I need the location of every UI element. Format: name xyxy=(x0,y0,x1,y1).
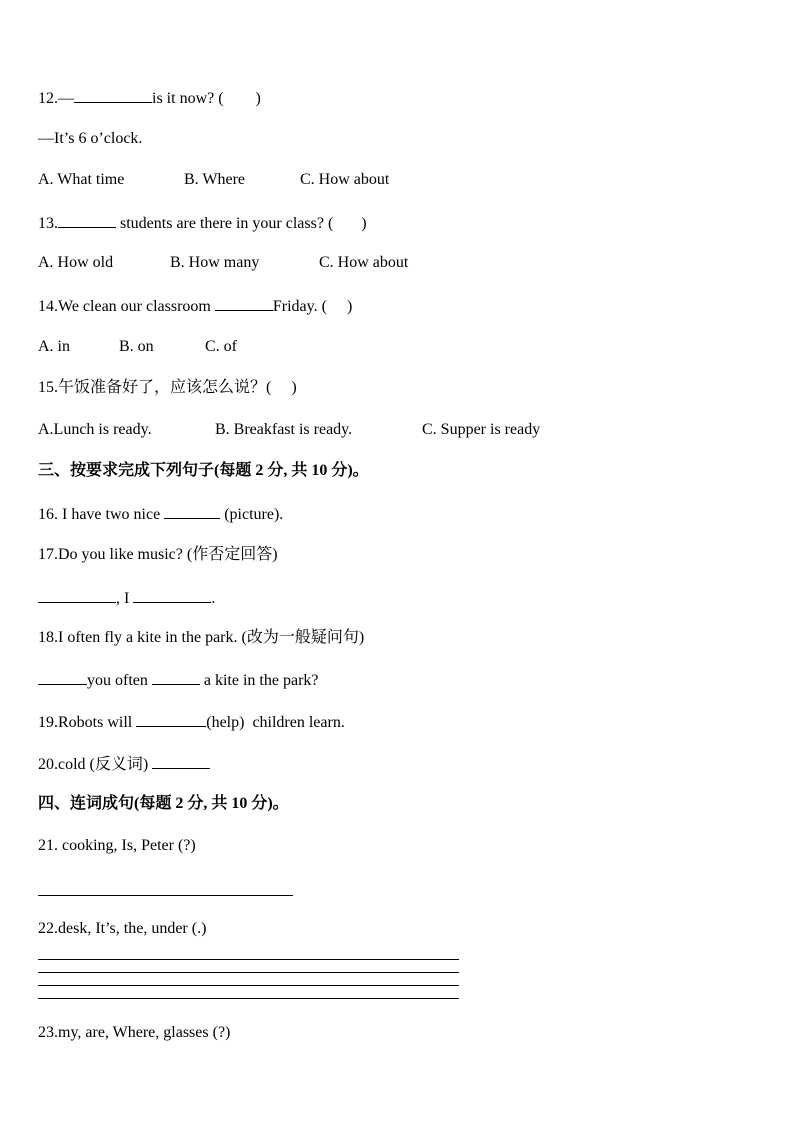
question-20 xyxy=(38,753,210,775)
option-c[interactable]: C. How about xyxy=(319,254,409,271)
answer-parenthesis[interactable]: ( ) xyxy=(321,298,353,315)
question-13-options xyxy=(38,253,408,273)
answer-blank-1[interactable] xyxy=(38,587,116,603)
question-21 xyxy=(38,836,196,856)
question-text-end: (help) children learn. xyxy=(206,714,345,731)
question-text: 午饭准备好了，应该怎么说？ xyxy=(58,379,267,396)
question-17 xyxy=(38,545,278,565)
option-b[interactable]: B. Where xyxy=(184,171,246,188)
answer-text: , I xyxy=(116,590,130,607)
question-number: 17. xyxy=(38,546,58,563)
question-number: 15. xyxy=(38,379,58,396)
option-c[interactable]: C. How about xyxy=(300,171,390,188)
question-text: Do you like music? (作否定回答) xyxy=(58,546,278,563)
question-number: 18. xyxy=(38,629,58,646)
question-number: 19. xyxy=(38,714,58,731)
option-c[interactable]: C. of xyxy=(205,338,237,355)
answer-text: you often xyxy=(87,672,148,689)
answer-blank[interactable] xyxy=(136,711,206,727)
question-text: is it now? xyxy=(152,90,215,107)
writing-line-1[interactable] xyxy=(38,959,459,960)
question-12 xyxy=(38,87,261,109)
answer-blank[interactable] xyxy=(164,503,220,519)
question-14-options xyxy=(38,337,237,357)
section-4-heading: 四、连词成句(每题 2 分, 共 10 分)。 xyxy=(38,795,289,812)
answer-blank[interactable] xyxy=(58,212,116,228)
question-12-reply: —It’s 6 o’clock. xyxy=(38,130,143,147)
question-number: 21 xyxy=(38,837,54,854)
question-text: my, are, Where, glasses (?) xyxy=(58,1024,231,1041)
option-a[interactable]: A.Lunch is ready. xyxy=(38,421,152,438)
question-15-options xyxy=(38,420,540,440)
question-14 xyxy=(38,295,352,317)
question-text: We clean our classroom xyxy=(58,298,211,315)
option-b[interactable]: B. Breakfast is ready. xyxy=(215,421,353,438)
question-16 xyxy=(38,503,283,525)
section-3-heading: 三、按要求完成下列句子(每题 2 分, 共 10 分)。 xyxy=(38,462,369,479)
question-number: 14. xyxy=(38,298,58,315)
question-text-end: (picture). xyxy=(224,506,284,523)
option-a[interactable]: A. How old xyxy=(38,254,114,271)
answer-end: . xyxy=(211,590,216,607)
answer-blank-1[interactable] xyxy=(38,669,87,685)
question-text: desk, It’s, the, under (.) xyxy=(58,920,207,937)
question-13 xyxy=(38,212,367,234)
question-18 xyxy=(38,628,364,648)
answer-line[interactable] xyxy=(38,895,293,896)
option-b[interactable]: B. on xyxy=(119,338,154,355)
question-text-end: Friday. xyxy=(272,298,318,315)
question-number: 20. xyxy=(38,756,58,773)
answer-parenthesis[interactable]: ( ) xyxy=(218,90,261,107)
question-number: 13. xyxy=(38,215,58,232)
question-number: 23. xyxy=(38,1024,58,1041)
writing-line-3[interactable] xyxy=(38,985,459,986)
question-number: 16. xyxy=(38,506,58,523)
question-23 xyxy=(38,1023,230,1043)
option-b[interactable]: B. How many xyxy=(170,254,260,271)
writing-line-4[interactable] xyxy=(38,998,459,999)
question-12-options xyxy=(38,170,389,190)
dash: — xyxy=(58,90,74,107)
question-18-answer xyxy=(38,669,319,691)
option-a[interactable]: A. What time xyxy=(38,171,125,188)
question-text: . cooking, Is, Peter (?) xyxy=(54,837,196,854)
question-number: 22. xyxy=(38,920,58,937)
question-text: cold (反义词) xyxy=(58,756,149,773)
writing-line-2[interactable] xyxy=(38,972,459,973)
question-text: I often fly a kite in the park. (改为一般疑问句) xyxy=(58,629,365,646)
question-text: Robots will xyxy=(58,714,133,731)
answer-blank[interactable] xyxy=(152,753,210,769)
question-17-answer xyxy=(38,587,215,609)
question-22 xyxy=(38,919,206,939)
question-text: I have two nice xyxy=(62,506,161,523)
answer-parenthesis[interactable]: ( ) xyxy=(327,215,367,232)
answer-blank-2[interactable] xyxy=(152,669,200,685)
question-number: 12. xyxy=(38,90,58,107)
answer-blank-2[interactable] xyxy=(133,587,211,603)
question-text: students are there in your class? xyxy=(120,215,324,232)
question-19 xyxy=(38,711,345,733)
option-c[interactable]: C. Supper is ready xyxy=(422,421,541,438)
option-a[interactable]: A. in xyxy=(38,338,70,355)
answer-blank[interactable] xyxy=(74,87,152,103)
question-15 xyxy=(38,378,297,398)
answer-parenthesis[interactable]: ( ) xyxy=(266,379,297,396)
answer-blank[interactable] xyxy=(215,295,273,311)
answer-end: a kite in the park? xyxy=(203,672,319,689)
